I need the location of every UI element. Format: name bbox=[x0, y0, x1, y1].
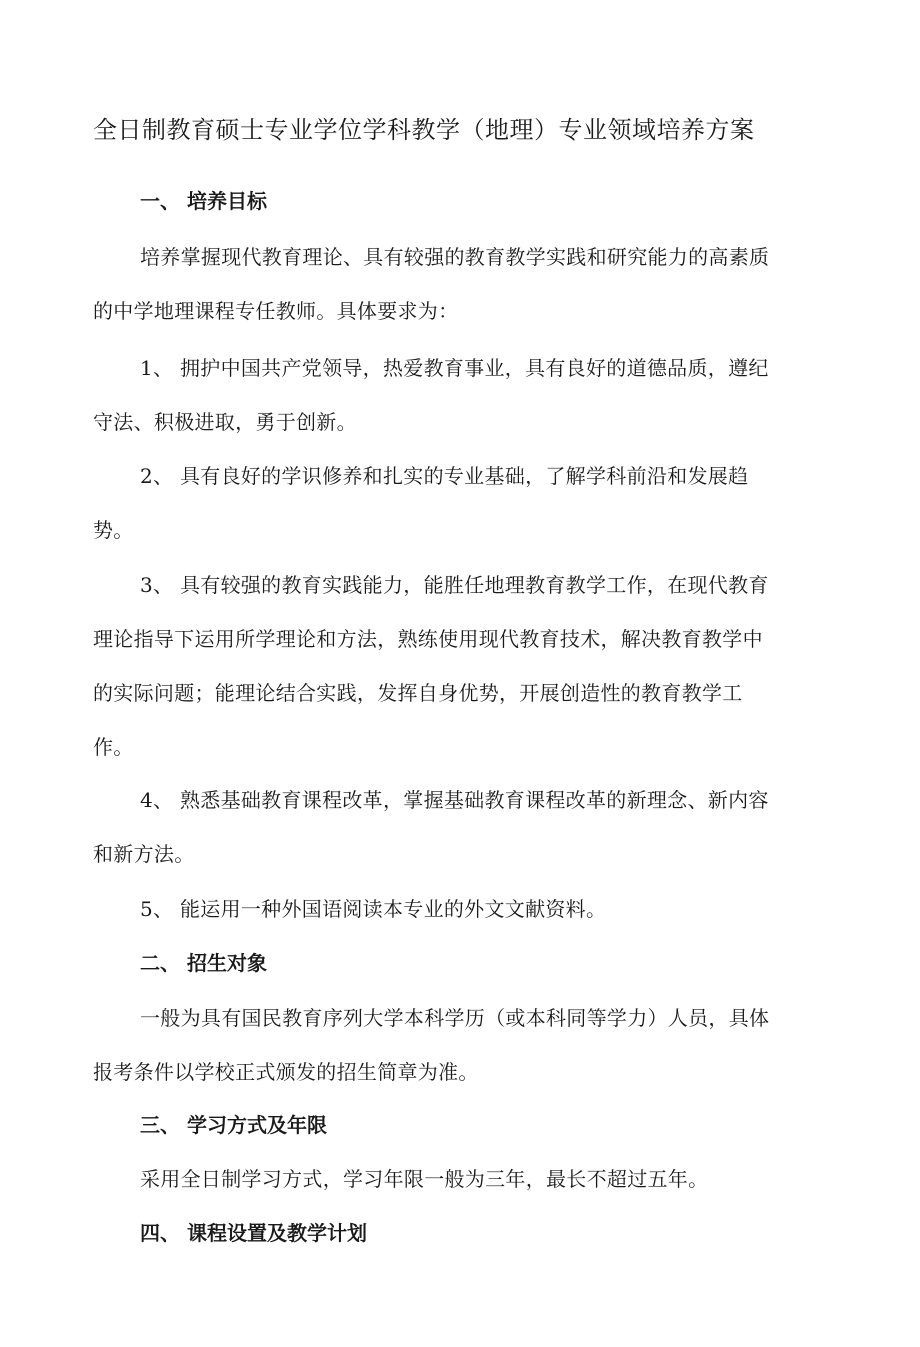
section-heading-training-goals: 一、 培养目标 bbox=[140, 189, 267, 213]
section-heading-study-mode: 三、 学习方式及年限 bbox=[140, 1113, 327, 1137]
paragraph-goal-1: 1、 拥护中国共产党领导，热爱教育事业，具有良好的道德品质，遵纪守法、积极进取，勇于创新。 bbox=[93, 356, 769, 434]
document-title: 全日制教育硕士专业学位学科教学（地理）专业领域培养方案 bbox=[93, 116, 755, 144]
paragraph-goal-3: 3、 具有较强的教育实践能力，能胜任地理教育教学工作，在现代教育理论指导下运用所学理论和方法，熟练使用现代教育技术，解决教育教学中的实际问题；能理论结合实践，发挥自身优势，开展创造性的教育教学工作。 bbox=[93, 573, 769, 759]
section-heading-curriculum: 四、 课程设置及教学计划 bbox=[140, 1221, 367, 1245]
paragraph-goals-intro: 培养掌握现代教育理论、具有较强的教育教学实践和研究能力的高素质的中学地理课程专任教师。具体要求为： bbox=[93, 245, 770, 323]
paragraph-study-mode: 采用全日制学习方式，学习年限一般为三年，最长不超过五年。 bbox=[140, 1167, 709, 1191]
section-heading-admission: 二、 招生对象 bbox=[140, 951, 267, 975]
paragraph-admission: 一般为具有国民教育序列大学本科学历（或本科同等学力）人员，具体报考条件以学校正式颁发的招生简章为准。 bbox=[93, 1006, 770, 1084]
paragraph-goal-5: 5、 能运用一种外国语阅读本专业的外文文献资料。 bbox=[140, 897, 607, 921]
paragraph-goal-4: 4、 熟悉基础教育课程改革，掌握基础教育课程改革的新理念、新内容和新方法。 bbox=[93, 788, 769, 866]
paragraph-goal-2: 2、 具有良好的学识修养和扎实的专业基础，了解学科前沿和发展趋势。 bbox=[93, 464, 749, 542]
